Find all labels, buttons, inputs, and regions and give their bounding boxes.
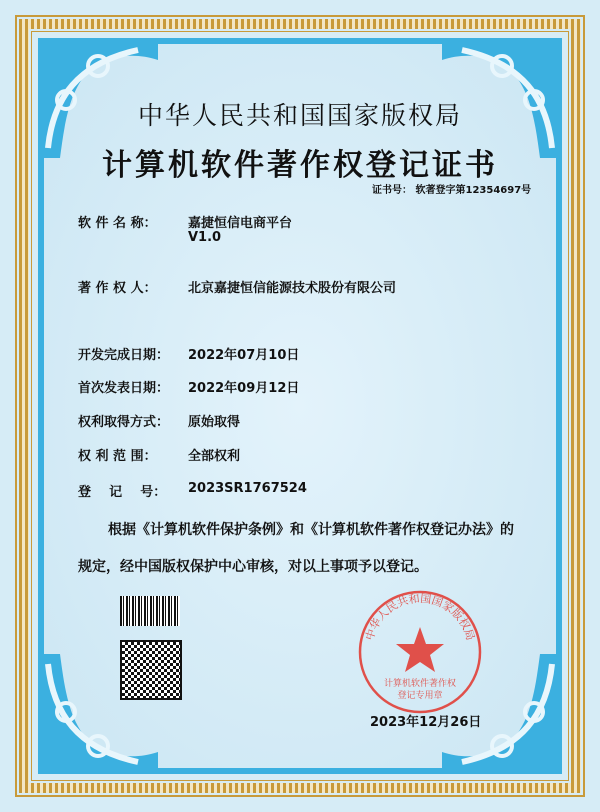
software-name: 嘉捷恒信电商平台 (188, 216, 293, 231)
issue-date: 2023年12月26日 (370, 715, 482, 730)
seal-line-2: 登记专用章 (397, 691, 443, 701)
barcode (120, 596, 180, 626)
certificate-title: 计算机软件著作权登记证书 (102, 148, 498, 183)
statement-line-1: 根据《计算机软件保护条例》和《计算机软件著作权登记办法》的 (108, 522, 514, 538)
rights-scope: 全部权利 (188, 449, 241, 464)
field-label: 著 作 权 人： (78, 281, 157, 296)
acquisition-method: 原始取得 (188, 415, 241, 430)
cert-number-value: 软著登字第12354697号 (415, 185, 532, 196)
certificate-number (372, 181, 531, 196)
software-version: V1.0 (188, 230, 222, 245)
registration-number: 2023SR1767524 (188, 481, 307, 496)
issuing-authority: 中华人民共和国国家版权局 (137, 101, 462, 130)
completion-date: 2022年07月10日 (188, 348, 300, 363)
qr-code (120, 640, 182, 700)
field-label: 权利取得方式： (78, 415, 170, 430)
seal-line-1: 计算机软件著作权 (383, 679, 457, 689)
seal-ring-text: 中华人民共和国国家版权局 (363, 592, 477, 642)
field-label: 权 利 范 围： (78, 449, 157, 464)
field-label: 登 记 号： (78, 485, 167, 500)
field-label: 软 件 名 称： (78, 216, 157, 231)
copyright-owner: 北京嘉捷恒信能源技术股份有限公司 (188, 281, 397, 296)
cert-number-label: 证书号： (372, 185, 412, 196)
official-seal (357, 589, 483, 715)
field-label: 开发完成日期： (78, 348, 170, 363)
statement-line-2: 规定，经中国版权保护中心审核，对以上事项予以登记。 (78, 559, 428, 575)
publication-date: 2022年09月12日 (188, 381, 300, 396)
field-label: 首次发表日期： (78, 381, 170, 396)
